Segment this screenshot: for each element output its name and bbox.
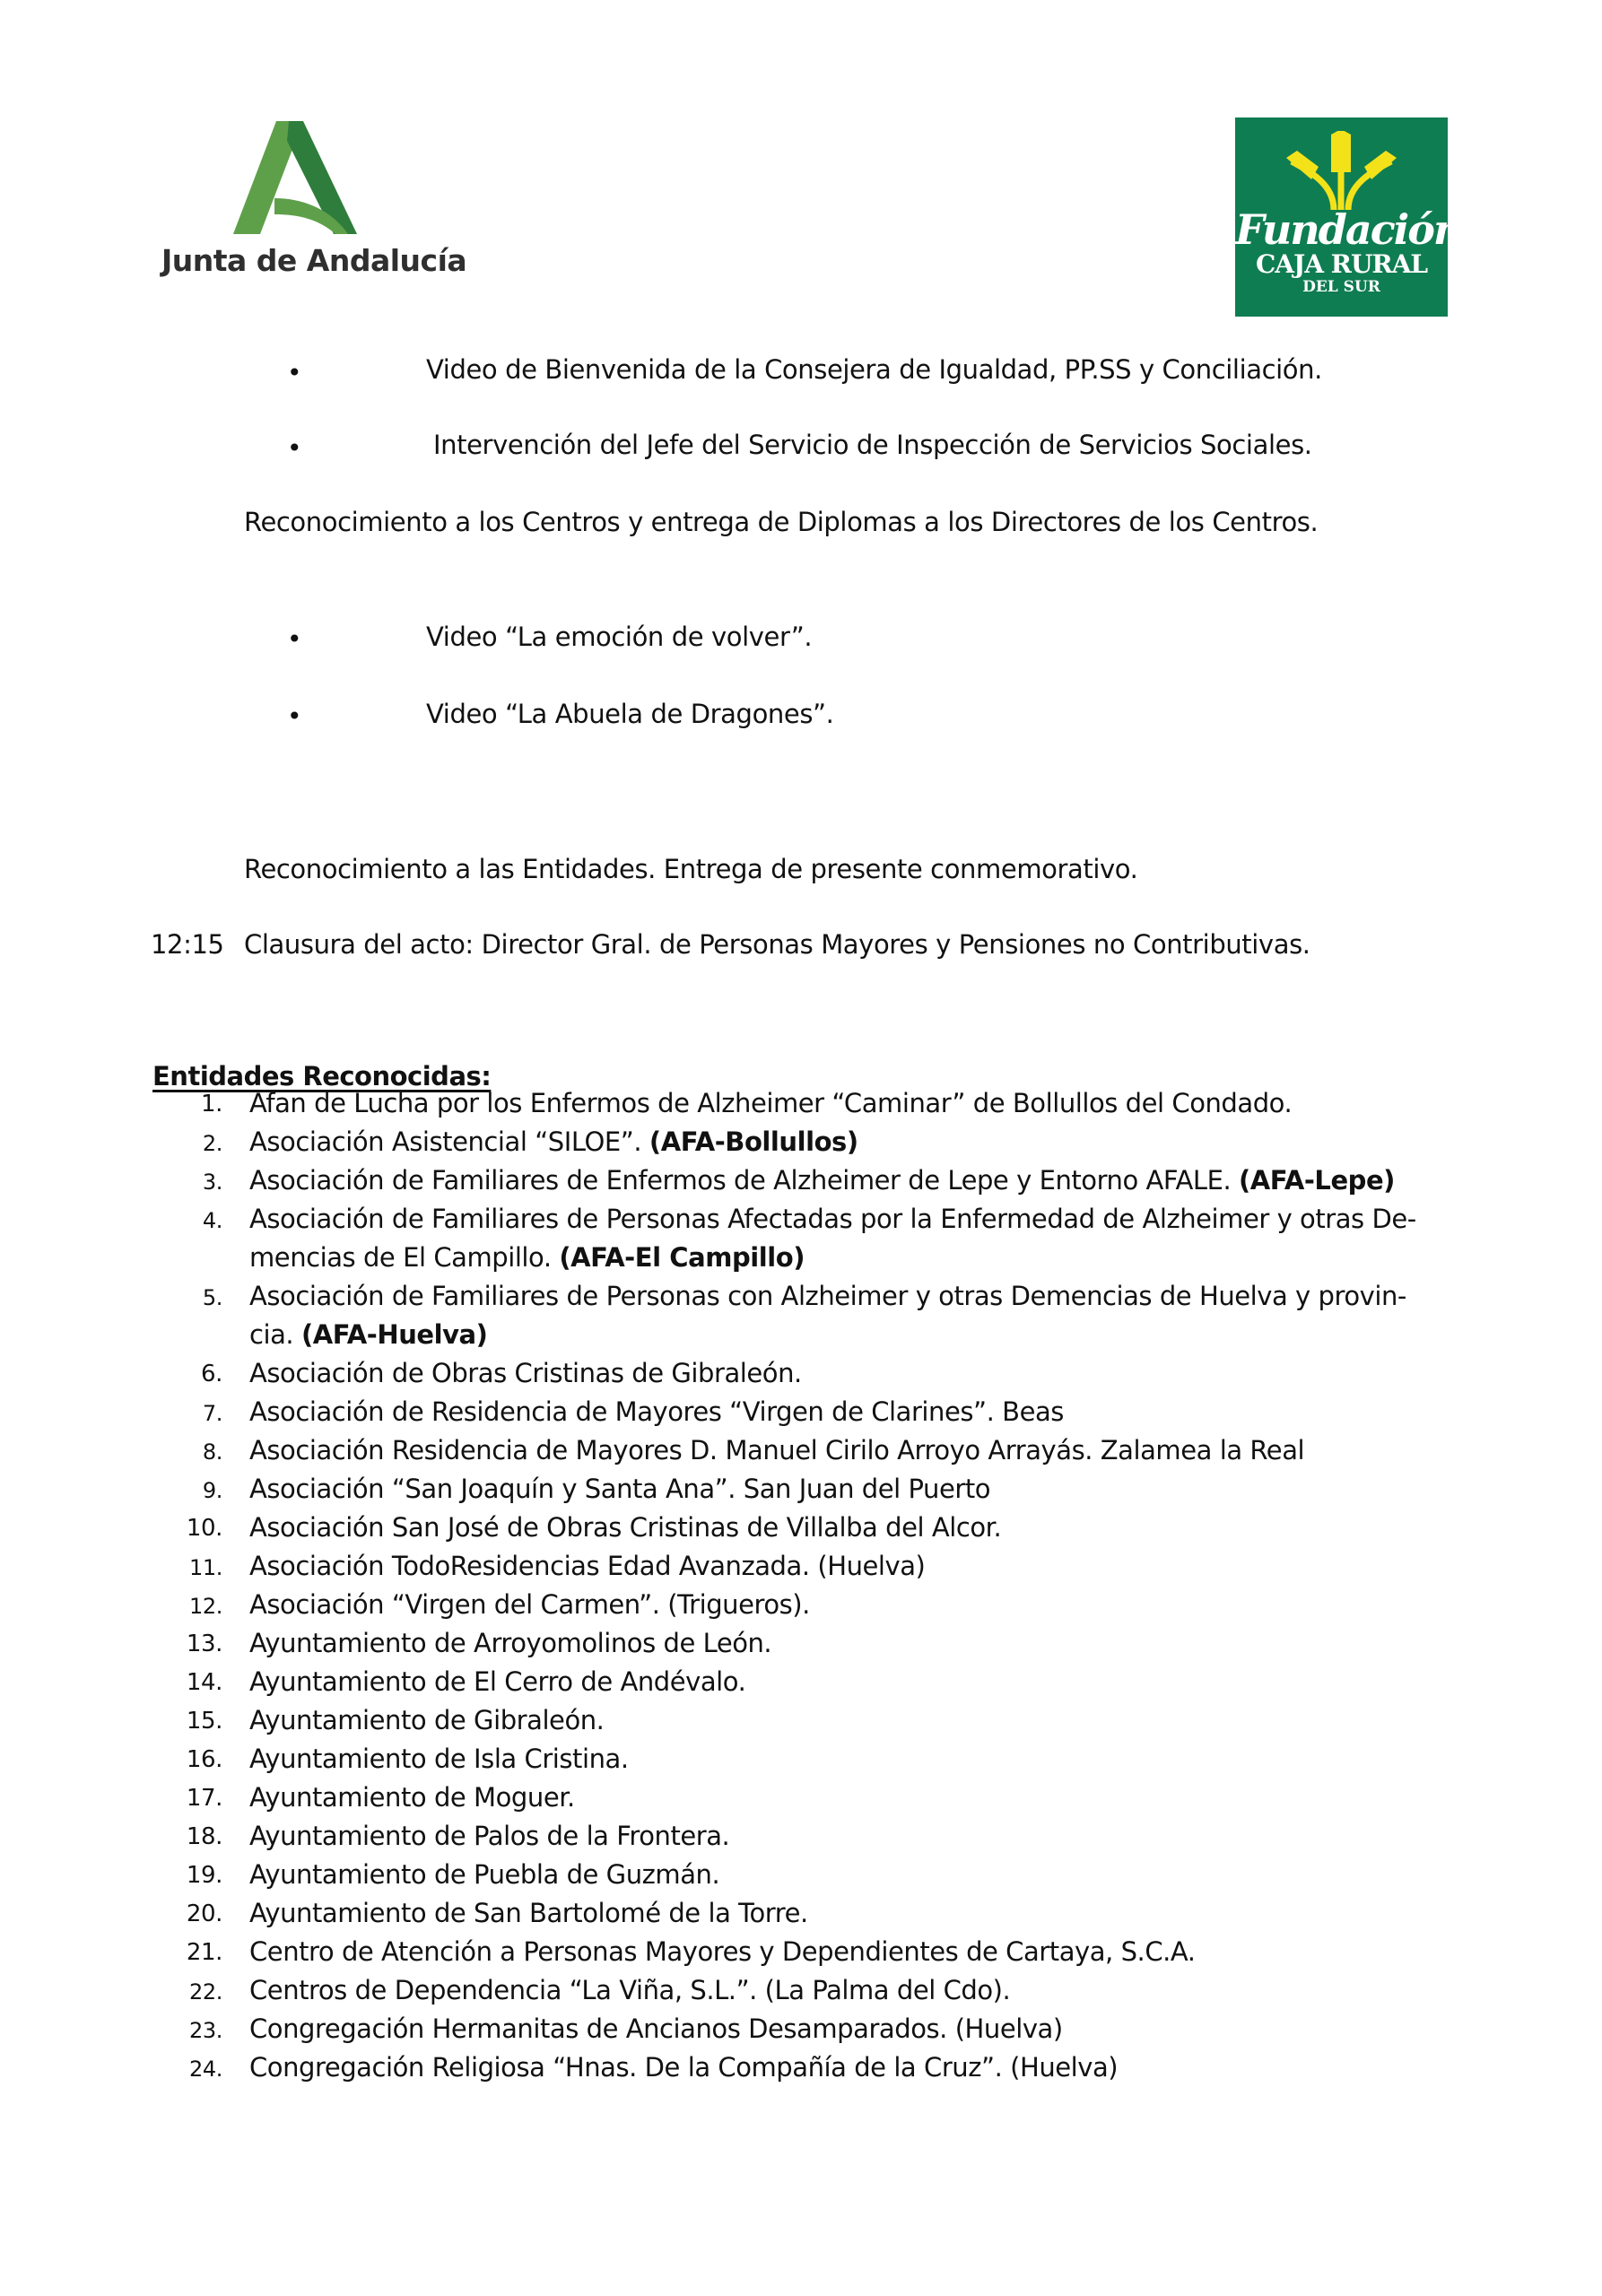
- entity-list-item-line: [249, 1746, 629, 1772]
- entity-list-item-line: [249, 1628, 772, 1658]
- entity-number: 23.: [189, 2018, 222, 2043]
- entity-number: 10.: [186, 1515, 222, 1542]
- entity-list-item-line: [249, 1705, 605, 1735]
- entity-text: Afan de Lucha por los Enfermos de Alzheimer “Caminar” de Bollullos del Condado.: [249, 1088, 1293, 1118]
- caja-logo-line-del-sur: DEL SUR: [1302, 278, 1380, 296]
- entity-text: Ayuntamiento de Moguer.: [249, 1782, 575, 1813]
- entity-text: Ayuntamiento de Gibraleón.: [249, 1705, 605, 1735]
- entity-abbreviation: (AFA-Bollullos): [649, 1126, 858, 1157]
- entity-list-item-line: [249, 1088, 1293, 1118]
- entity-list-item-line: [249, 1396, 1064, 1427]
- program-item-bienvenida: Video de Bienvenida de la Consejera de Igualdad, PP.SS y Conciliación.: [426, 354, 1322, 385]
- entity-text: Centro de Atención a Personas Mayores y Dependientes de Cartaya, S.C.A.: [249, 1936, 1196, 1967]
- entity-list-item-line: [249, 1859, 720, 1890]
- entity-number: 2.: [202, 1131, 222, 1156]
- entity-list-item-line: [249, 1319, 488, 1350]
- entity-text: Centros de Dependencia “La Viña, S.L.”. (La Palma del Cdo).: [249, 1975, 1011, 2005]
- entity-number: 8.: [202, 1439, 222, 1465]
- entity-text: Ayuntamiento de Isla Cristina.: [249, 1744, 629, 1774]
- entity-number: 21.: [186, 1939, 222, 1966]
- entity-text: Asociación “San Joaquín y Santa Ana”. San Juan del Puerto: [249, 1474, 991, 1504]
- entity-number: 1.: [200, 1091, 222, 1118]
- entity-number: 3.: [202, 1170, 222, 1195]
- entity-list-item-line: [249, 2013, 1063, 2044]
- entity-list-item-line: [249, 1975, 1011, 2005]
- entity-list-item-line: [249, 2052, 1119, 2083]
- entity-number: 12.: [189, 1594, 222, 1619]
- entity-text: Asociación de Familiares de Personas con Alzheimer y otras Demencias de Huelva y provin-: [249, 1281, 1406, 1311]
- program-item-video-abuela: Video “La Abuela de Dragones”.: [426, 699, 834, 729]
- entity-number: 9.: [202, 1478, 222, 1503]
- entity-list-item-line: [249, 1165, 1395, 1196]
- entity-abbreviation: (AFA-Huelva): [300, 1319, 488, 1350]
- caja-logo-line-fundacion: Fundación: [1235, 205, 1462, 254]
- entity-list-item-line: [249, 1666, 746, 1697]
- entity-text: Asociación de Familiares de Personas Afectadas por la Enfermedad de Alzheimer y otras De-: [249, 1204, 1416, 1234]
- program-entidades-line: Reconocimiento a las Entidades. Entrega de presente conmemorativo.: [244, 854, 1138, 884]
- entity-number: 13.: [186, 1631, 222, 1657]
- entity-list-item-line: [249, 1435, 1305, 1465]
- entity-abbreviation: (AFA-El Campillo): [559, 1242, 805, 1273]
- bullet-icon: •: [287, 624, 302, 654]
- entity-text: Congregación Religiosa “Hnas. De la Compañía de la Cruz”. (Huelva): [249, 2052, 1119, 2083]
- entity-list-item-line: [249, 1476, 990, 1502]
- entity-list-item-line: [249, 1553, 925, 1579]
- entity-number: 20.: [186, 1900, 222, 1927]
- entity-text: Asociación de Obras Cristinas de Gibraleón.: [249, 1358, 802, 1388]
- entity-text: Ayuntamiento de El Cerro de Andévalo.: [249, 1666, 746, 1697]
- entity-text: Ayuntamiento de Palos de la Frontera.: [249, 1821, 730, 1851]
- bullet-icon: •: [287, 358, 302, 387]
- entity-number: 11.: [189, 1555, 222, 1580]
- entities-heading: Entidades Reconocidas:: [152, 1061, 492, 1091]
- entity-text: Asociación San José de Obras Cristinas de Villalba del Alcor.: [249, 1512, 1002, 1543]
- entity-list-item-line: [249, 1358, 802, 1388]
- junta-a-emblem-icon: [233, 121, 359, 239]
- entity-text: Ayuntamiento de Puebla de Guzmán.: [249, 1859, 720, 1890]
- entity-list-item-line: [249, 1782, 575, 1813]
- entity-number: 15.: [186, 1708, 222, 1735]
- entity-number: 6.: [200, 1361, 222, 1387]
- entity-list-item-line: [249, 1900, 808, 1926]
- wheat-sheaf-icon: [1284, 131, 1398, 212]
- program-centros-line: Reconocimiento a los Centros y entrega de Diplomas a los Directores de los Centros.: [244, 507, 1319, 537]
- entity-number: 7.: [202, 1401, 222, 1426]
- entity-text: Ayuntamiento de Arroyomolinos de León.: [249, 1628, 772, 1658]
- entity-abbreviation: (AFA-Lepe): [1239, 1165, 1395, 1196]
- junta-logo-text: Junta de Andalucía: [161, 243, 467, 278]
- fundacion-caja-rural-logo: [1235, 117, 1462, 317]
- entity-text: Asociación TodoResidencias Edad Avanzada. (Huelva): [249, 1551, 926, 1581]
- entity-text: Congregación Hermanitas de Ancianos Desamparados. (Huelva): [249, 2013, 1063, 2044]
- entity-list-item-line: [249, 1283, 1406, 1309]
- entity-number: 17.: [186, 1785, 222, 1812]
- bullet-icon: •: [287, 433, 302, 463]
- entity-number: 18.: [186, 1823, 222, 1850]
- entity-list-item-line: [249, 1206, 1416, 1232]
- entity-list-item-line: [249, 1126, 858, 1157]
- closing-text: Clausura del acto: Director Gral. de Personas Mayores y Pensiones no Contributivas.: [244, 929, 1310, 960]
- entity-number: 4.: [202, 1208, 222, 1233]
- entity-list-item-line: [249, 1589, 810, 1620]
- entity-number: 5.: [202, 1285, 222, 1310]
- junta-de-andalucia-logo: [157, 121, 467, 291]
- program-item-intervencion: Intervención del Jefe del Servicio de Inspección de Servicios Sociales.: [433, 430, 1312, 460]
- closing-time: 12:15: [151, 929, 224, 960]
- program-item-video-emocion: Video “La emoción de volver”.: [426, 622, 813, 652]
- entity-text: cia.: [249, 1319, 301, 1350]
- entity-list-item-line: [249, 1512, 1002, 1543]
- entity-number: 19.: [186, 1862, 222, 1889]
- entity-text: Asociación “Virgen del Carmen”. (Trigueros).: [249, 1589, 810, 1620]
- entity-list-item-line: [249, 1823, 729, 1849]
- entity-text: Ayuntamiento de San Bartolomé de la Torre.: [249, 1898, 808, 1928]
- entity-text: Asociación de Familiares de Enfermos de Alzheimer de Lepe y Entorno AFALE.: [249, 1165, 1239, 1196]
- bullet-icon: •: [287, 701, 302, 731]
- entity-text: Asociación Residencia de Mayores D. Manuel Cirilo Arroyo Arrayás. Zalamea la Real: [249, 1435, 1305, 1465]
- entity-list-item-line: [249, 1242, 805, 1273]
- entity-text: Asociación Asistencial “SILOE”.: [249, 1126, 649, 1157]
- entity-number: 14.: [186, 1669, 222, 1696]
- entity-text: mencias de El Campillo.: [249, 1242, 560, 1273]
- entity-number: 16.: [186, 1746, 222, 1773]
- entity-number: 24.: [189, 2057, 222, 2082]
- entity-text: Asociación de Residencia de Mayores “Virgen de Clarines”. Beas: [249, 1396, 1064, 1427]
- caja-logo-line-caja-rural: CAJA RURAL: [1255, 249, 1428, 279]
- entity-number: 22.: [189, 1979, 222, 2005]
- entity-list-item-line: [249, 1936, 1196, 1967]
